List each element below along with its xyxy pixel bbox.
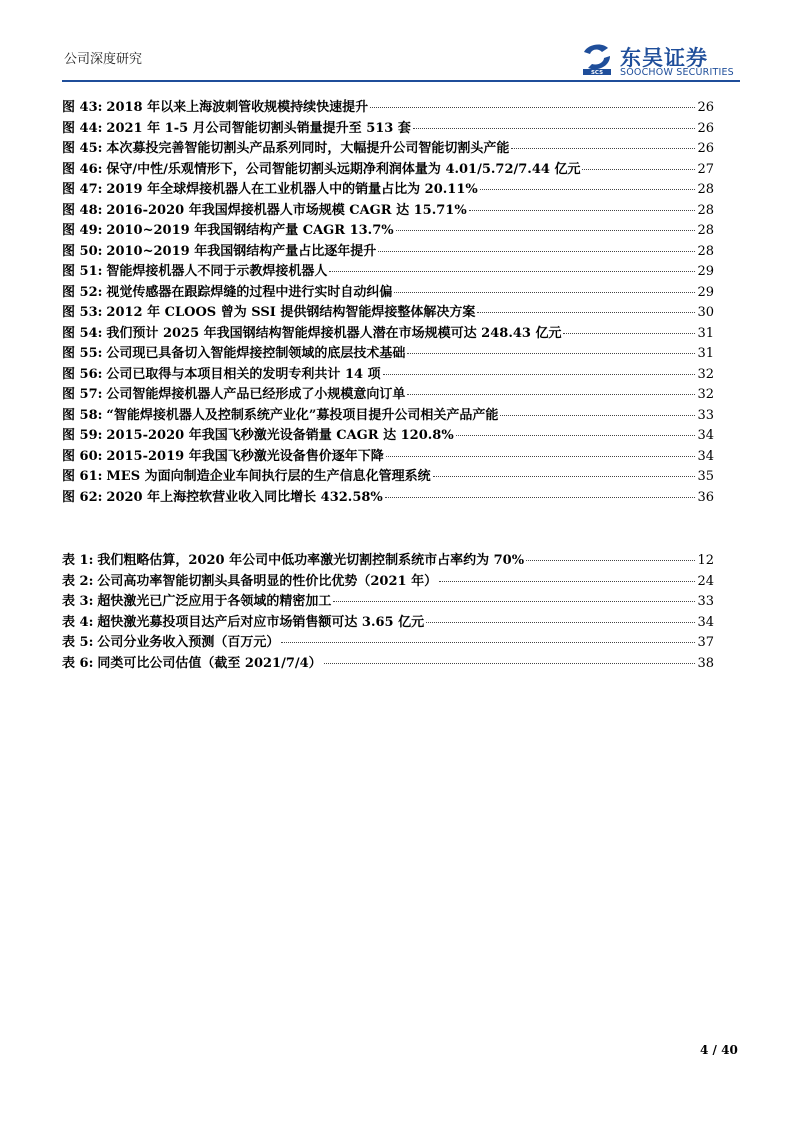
toc-figure-entry-label: 图 51: bbox=[62, 264, 103, 279]
toc-figure-entry-label: 图 53: bbox=[62, 305, 103, 320]
toc-figure-entry-title: 2015-2020 年我国飞秒激光设备销量 CAGR 达 120.8% bbox=[106, 428, 454, 443]
toc-table-entry-label: 表 2: bbox=[62, 573, 94, 589]
toc-table-entry[interactable] bbox=[62, 570, 714, 591]
toc-table-entry-page: 34 bbox=[697, 614, 714, 630]
toc-table-entry-page: 12 bbox=[697, 553, 714, 568]
toc-figure-entry-page: 36 bbox=[697, 489, 714, 505]
dot-leader bbox=[324, 663, 696, 664]
dot-leader bbox=[407, 394, 695, 395]
dot-leader bbox=[526, 560, 695, 561]
toc-figure-entry-title: 本次募投完善智能切割头产品系列同时，大幅提升公司智能切割头产能 bbox=[106, 141, 510, 156]
toc-table-entry-page: 38 bbox=[697, 655, 714, 671]
toc-table-entry[interactable] bbox=[62, 611, 714, 632]
toc-figure-entry-page: 28 bbox=[697, 182, 714, 197]
toc-figure-entry-page: 28 bbox=[697, 243, 714, 259]
toc-table-entry-title: 超快激光募投项目达产后对应市场销售额可达 3.65 亿元 bbox=[97, 614, 425, 630]
dot-leader bbox=[386, 456, 696, 457]
toc-table-entry-title: 我们粗略估算，2020 年公司中低功率激光切割控制系统市占率约为 70% bbox=[97, 553, 525, 568]
toc-figure-entry-label: 图 50: bbox=[62, 243, 103, 259]
toc-figure-entry[interactable] bbox=[62, 404, 714, 425]
dot-leader bbox=[563, 333, 695, 334]
toc-figure-entry[interactable] bbox=[62, 240, 714, 261]
toc-figure-entry[interactable] bbox=[62, 137, 714, 158]
toc-figure-entry-title: MES 为面向制造企业车间执行层的生产信息化管理系统 bbox=[106, 469, 431, 484]
toc-figure-entry-page: 32 bbox=[697, 366, 714, 382]
toc-figure-entry[interactable] bbox=[62, 158, 714, 179]
toc-figure-entry-title: 我们预计 2025 年我国钢结构智能焊接机器人潜在市场规模可达 248.43 亿元 bbox=[106, 325, 562, 341]
dot-leader bbox=[329, 271, 695, 272]
dot-leader bbox=[511, 148, 695, 149]
dot-leader bbox=[407, 353, 695, 354]
dot-leader bbox=[394, 292, 695, 293]
figure-list bbox=[62, 96, 714, 506]
toc-figure-entry-label: 图 61: bbox=[62, 469, 103, 484]
toc-figure-entry-page: 26 bbox=[697, 100, 714, 115]
toc-figure-entry-page: 26 bbox=[697, 141, 714, 156]
toc-figure-entry-title: 视觉传感器在跟踪焊缝的过程中进行实时自动纠偏 bbox=[106, 284, 393, 300]
dot-leader bbox=[433, 476, 696, 477]
toc-figure-entry-title: 公司现已具备切入智能焊接控制领域的底层技术基础 bbox=[106, 346, 406, 361]
toc-figure-entry-page: 29 bbox=[697, 284, 714, 300]
toc-table-entry-label: 表 3: bbox=[62, 594, 94, 609]
toc-figure-entry-page: 29 bbox=[697, 264, 714, 279]
toc-figure-entry-page: 30 bbox=[697, 305, 714, 320]
toc-figure-entry[interactable] bbox=[62, 199, 714, 220]
toc-figure-entry-page: 31 bbox=[697, 325, 714, 341]
toc-figure-entry-page: 31 bbox=[697, 346, 714, 361]
toc-figure-entry-title: 公司已取得与本项目相关的发明专利共计 14 项 bbox=[106, 366, 381, 382]
dot-leader bbox=[439, 581, 695, 582]
toc-figure-entry[interactable] bbox=[62, 486, 714, 507]
logo-chinese-name: 东吴证券 bbox=[620, 46, 708, 70]
toc-figure-entry-label: 图 43: bbox=[62, 100, 103, 115]
toc-figure-entry-title: “智能焊接机器人及控制系统产业化”募投项目提升公司相关产品产能 bbox=[106, 407, 499, 423]
toc-figure-entry-title: 2018 年以来上海波刺管收规模持续快速提升 bbox=[106, 100, 369, 115]
toc-figure-entry[interactable] bbox=[62, 260, 714, 281]
toc-figure-entry-label: 图 56: bbox=[62, 366, 103, 382]
toc-figure-entry-title: 2012 年 CLOOS 曾为 SSI 提供钢结构智能焊接整体解决方案 bbox=[106, 305, 476, 320]
page-number: 4 / 40 bbox=[700, 1043, 738, 1057]
toc-figure-entry-page: 33 bbox=[697, 407, 714, 423]
toc-figure-entry[interactable] bbox=[62, 301, 714, 322]
toc-table-entry[interactable] bbox=[62, 590, 714, 611]
dot-leader bbox=[456, 435, 696, 436]
toc-figure-entry-label: 图 45: bbox=[62, 141, 103, 156]
toc-figure-entry-label: 图 47: bbox=[62, 182, 103, 197]
soochow-logo-icon bbox=[580, 42, 614, 76]
toc-figure-entry-page: 28 bbox=[697, 223, 714, 238]
toc-figure-entry-page: 28 bbox=[697, 202, 714, 218]
dot-leader bbox=[370, 107, 695, 108]
toc-figure-entry-title: 智能焊接机器人不同于示教焊接机器人 bbox=[106, 264, 328, 279]
header-divider bbox=[62, 80, 740, 82]
dot-leader bbox=[500, 415, 695, 416]
toc-figure-entry-label: 图 60: bbox=[62, 448, 103, 464]
dot-leader bbox=[469, 210, 696, 211]
toc-figure-entry[interactable] bbox=[62, 96, 714, 117]
toc-figure-entry[interactable] bbox=[62, 424, 714, 445]
toc-figure-entry-title: 2019 年全球焊接机器人在工业机器人中的销量占比为 20.11% bbox=[106, 182, 478, 197]
toc-figure-entry-label: 图 54: bbox=[62, 325, 103, 341]
dot-leader bbox=[281, 642, 695, 643]
dot-leader bbox=[582, 169, 695, 170]
dot-leader bbox=[477, 312, 695, 313]
toc-figure-entry[interactable] bbox=[62, 445, 714, 466]
toc-figure-entry-label: 图 52: bbox=[62, 284, 103, 300]
toc-table-entry[interactable] bbox=[62, 549, 714, 570]
toc-figure-entry[interactable] bbox=[62, 465, 714, 486]
toc-figure-entry-label: 图 48: bbox=[62, 202, 103, 218]
toc-figure-entry-page: 32 bbox=[697, 387, 714, 402]
toc-figure-entry-label: 图 58: bbox=[62, 407, 103, 423]
toc-table-entry-page: 33 bbox=[697, 594, 714, 609]
dot-leader bbox=[333, 601, 695, 602]
toc-figure-entry-page: 35 bbox=[697, 469, 714, 484]
toc-figure-entry[interactable] bbox=[62, 219, 714, 240]
dot-leader bbox=[396, 230, 696, 231]
toc-figure-entry-title: 公司智能焊接机器人产品已经形成了小规模意向订单 bbox=[106, 387, 406, 402]
toc-table-entry-title: 公司高功率智能切割头具备明显的性价比优势（2021 年） bbox=[97, 573, 438, 589]
toc-figure-entry-label: 图 57: bbox=[62, 387, 103, 402]
toc-figure-entry[interactable] bbox=[62, 117, 714, 138]
toc-figure-entry-title: 2021 年 1-5 月公司智能切割头销量提升至 513 套 bbox=[106, 120, 411, 136]
toc-table-entry-page: 37 bbox=[697, 635, 714, 650]
toc-table-entry-label: 表 6: bbox=[62, 655, 94, 671]
toc-table-entry-page: 24 bbox=[697, 573, 714, 589]
toc-table-entry[interactable] bbox=[62, 631, 714, 652]
dot-leader bbox=[378, 251, 695, 252]
toc-table-entry-label: 表 4: bbox=[62, 614, 94, 630]
toc-figure-entry[interactable] bbox=[62, 322, 714, 343]
toc-figure-entry-page: 27 bbox=[697, 161, 714, 177]
dot-leader bbox=[385, 497, 696, 498]
toc-figure-entry-label: 图 49: bbox=[62, 223, 103, 238]
toc-table-entry-label: 表 1: bbox=[62, 553, 94, 568]
toc-figure-entry-title: 2020 年上海控软营业收入同比增长 432.58% bbox=[106, 489, 383, 505]
toc-figure-entry-title: 2010~2019 年我国钢结构产量 CAGR 13.7% bbox=[106, 223, 394, 238]
toc-figure-entry-label: 图 62: bbox=[62, 489, 103, 505]
toc-figure-entry-title: 2016-2020 年我国焊接机器人市场规模 CAGR 达 15.71% bbox=[106, 202, 467, 218]
dot-leader bbox=[383, 374, 696, 375]
toc-figure-entry-title: 2015-2019 年我国飞秒激光设备售价逐年下降 bbox=[106, 448, 384, 464]
dot-leader bbox=[413, 128, 696, 129]
table-list bbox=[62, 549, 714, 672]
brand-logo bbox=[580, 42, 740, 80]
toc-figure-entry-label: 图 55: bbox=[62, 346, 103, 361]
logo-mark-text: SCS bbox=[590, 70, 604, 76]
toc-table-entry-title: 公司分业务收入预测（百万元） bbox=[97, 635, 280, 650]
toc-table-entry[interactable] bbox=[62, 652, 714, 673]
toc-figure-entry-title: 保守/中性/乐观情形下，公司智能切割头远期净利润体量为 4.01/5.72/7.44 亿元 bbox=[106, 161, 581, 177]
toc-figure-entry-page: 34 bbox=[697, 448, 714, 464]
logo-english-name: SOOCHOW SECURITIES bbox=[620, 67, 734, 78]
toc-figure-entry-label: 图 46: bbox=[62, 161, 103, 177]
toc-figure-entry-label: 图 59: bbox=[62, 428, 103, 443]
toc-figure-entry[interactable] bbox=[62, 383, 714, 404]
dot-leader bbox=[426, 622, 695, 623]
toc-table-entry-title: 超快激光已广泛应用于各领域的精密加工 bbox=[97, 594, 332, 609]
toc-figure-entry[interactable] bbox=[62, 281, 714, 302]
toc-figure-entry-page: 26 bbox=[697, 120, 714, 136]
toc-figure-entry-label: 图 44: bbox=[62, 120, 103, 136]
toc-figure-entry[interactable] bbox=[62, 363, 714, 384]
toc-table-entry-label: 表 5: bbox=[62, 635, 94, 650]
report-type-label: 公司深度研究 bbox=[64, 52, 143, 67]
toc-figure-entry[interactable] bbox=[62, 178, 714, 199]
toc-table-entry-title: 同类可比公司估值（截至 2021/7/4） bbox=[97, 655, 322, 671]
toc-figure-entry[interactable] bbox=[62, 342, 714, 363]
dot-leader bbox=[480, 189, 696, 190]
toc-figure-entry-title: 2010~2019 年我国钢结构产量占比逐年提升 bbox=[106, 243, 377, 259]
toc-figure-entry-page: 34 bbox=[697, 428, 714, 443]
